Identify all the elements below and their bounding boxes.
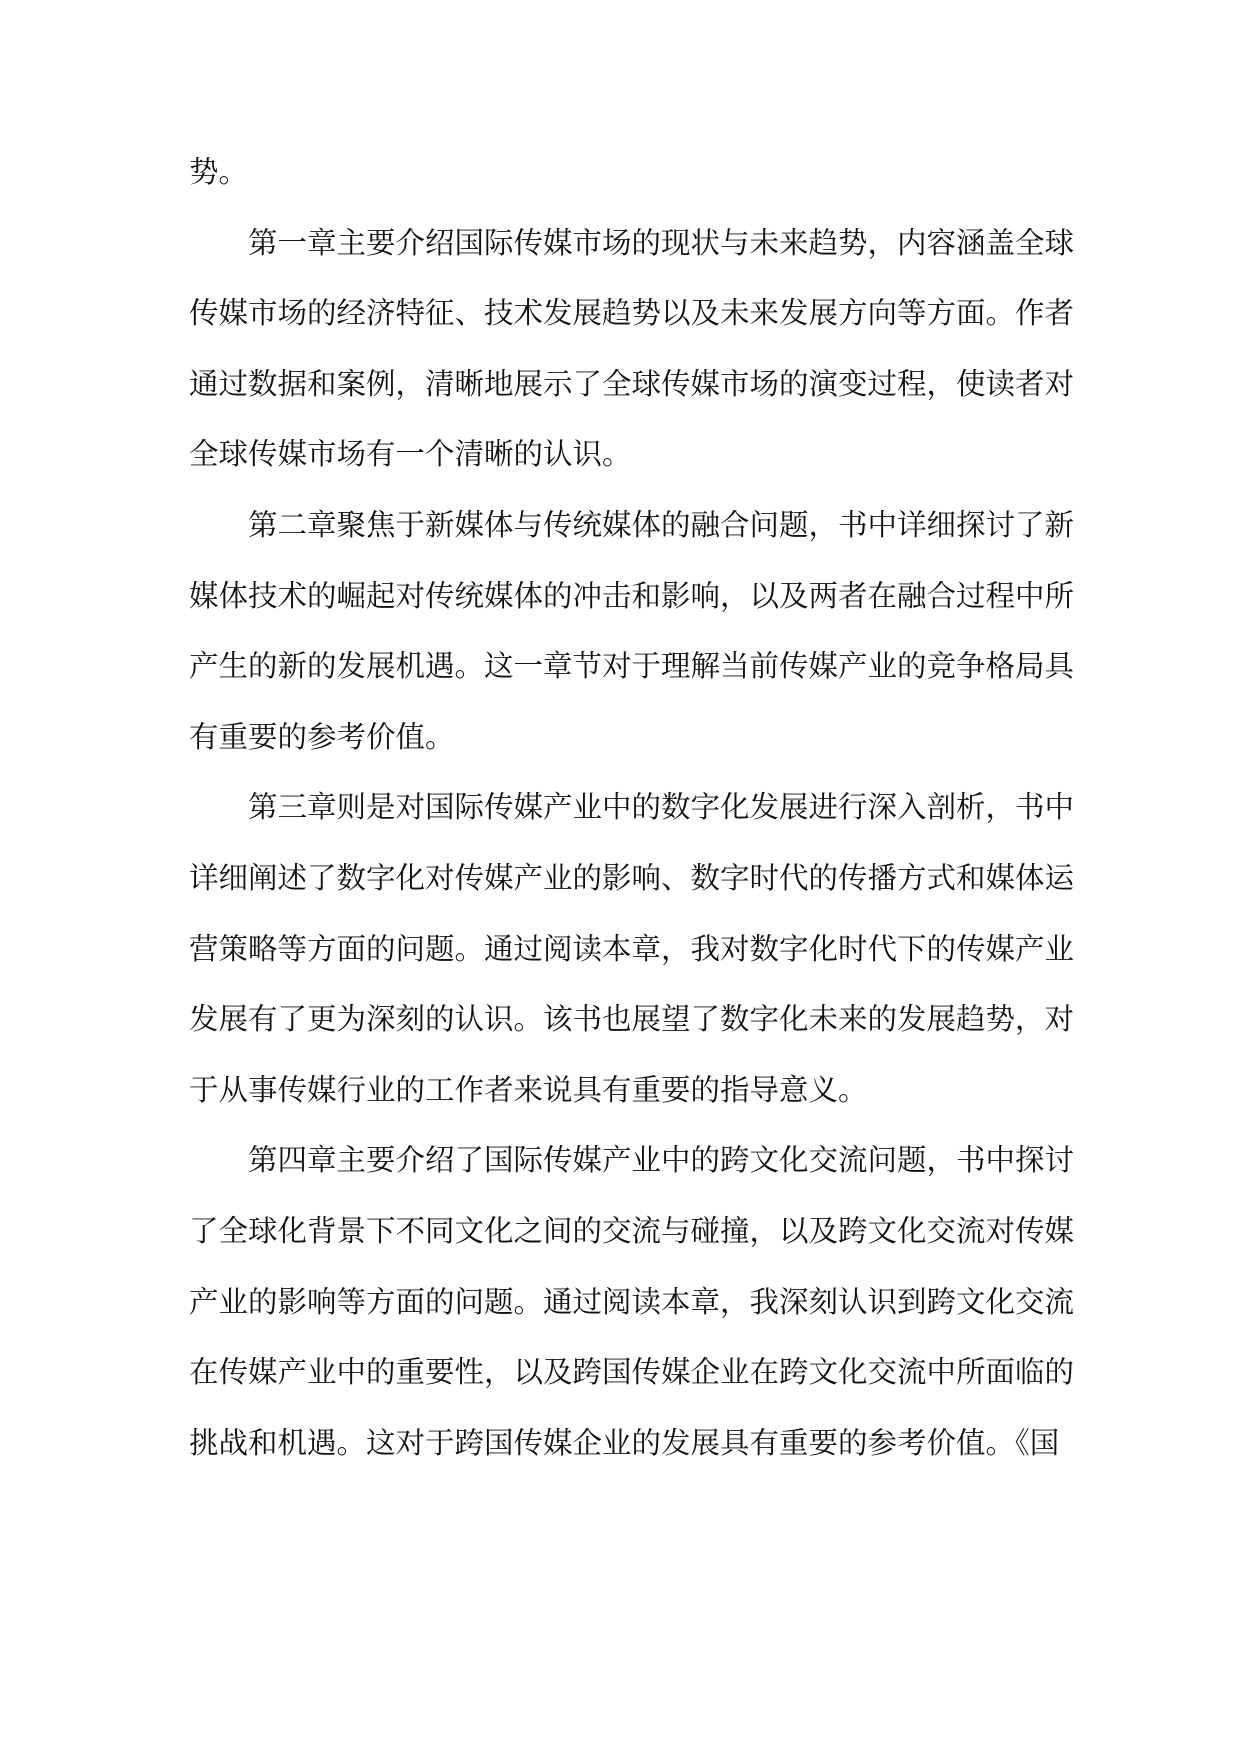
text-line: 产业的影响等方面的问题。通过阅读本章，我深刻认识到跨文化交流 bbox=[189, 1284, 1075, 1319]
text-line: 挑战和机遇。这对于跨国传媒企业的发展具有重要的参考价值。《国 bbox=[189, 1425, 1060, 1460]
paragraph-first-line: 第四章主要介绍了国际传媒产业中的跨文化交流问题，书中探讨 bbox=[248, 1143, 1075, 1178]
paragraph-first-line: 第一章主要介绍国际传媒市场的现状与未来趋势，内容涵盖全球 bbox=[248, 225, 1075, 260]
body-text bbox=[189, 137, 1075, 1478]
text-line: 产生的新的发展机遇。这一章节对于理解当前传媒产业的竞争格局具 bbox=[189, 649, 1075, 684]
text-line: 于从事传媒行业的工作者来说具有重要的指导意义。 bbox=[189, 1072, 868, 1107]
text-line: 在传媒产业中的重要性，以及跨国传媒企业在跨文化交流中所面临的 bbox=[189, 1355, 1075, 1390]
text-line: 了全球化背景下不同文化之间的交流与碰撞，以及跨文化交流对传媒 bbox=[189, 1213, 1075, 1248]
text-line: 营策略等方面的问题。通过阅读本章，我对数字化时代下的传媒产业 bbox=[189, 931, 1075, 966]
text-line: 详细阐述了数字化对传媒产业的影响、数字时代的传播方式和媒体运 bbox=[189, 860, 1075, 895]
text-line: 传媒市场的经济特征、技术发展趋势以及未来发展方向等方面。作者 bbox=[189, 296, 1075, 331]
text-line: 发展有了更为深刻的认识。该书也展望了数字化未来的发展趋势，对 bbox=[189, 1002, 1075, 1037]
paragraph-first-line: 第三章则是对国际传媒产业中的数字化发展进行深入剖析，书中 bbox=[248, 790, 1075, 825]
paragraph-first-line: 第二章聚焦于新媒体与传统媒体的融合问题，书中详细探讨了新 bbox=[248, 507, 1075, 542]
text-line: 全球传媒市场有一个清晰的认识。 bbox=[189, 437, 632, 472]
text-line: 媒体技术的崛起对传统媒体的冲击和影响，以及两者在融合过程中所 bbox=[189, 578, 1075, 613]
text-line: 通过数据和案例，清晰地展示了全球传媒市场的演变过程，使读者对 bbox=[189, 366, 1075, 401]
text-line: 势。 bbox=[189, 155, 249, 189]
text-line: 有重要的参考价值。 bbox=[189, 719, 455, 754]
